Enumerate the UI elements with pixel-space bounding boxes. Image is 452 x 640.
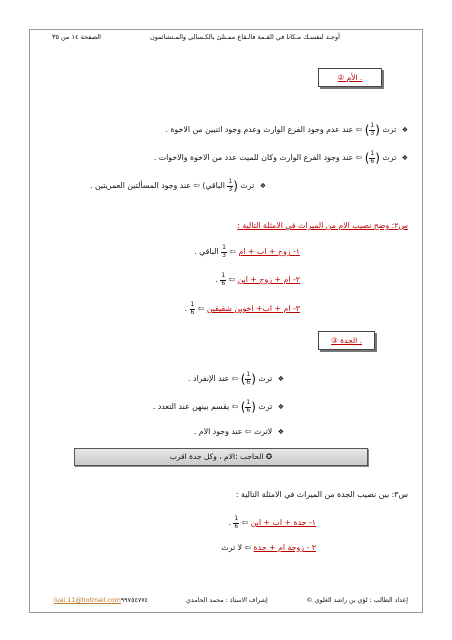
footer-supervisor: إشراف الاستاذ : محمد الحامدي bbox=[186, 597, 268, 604]
example-text: ٣- ام + اب+ اخوين شقيقين bbox=[206, 304, 300, 313]
rule-line: ❖ ترث ( $\frac{1}{3}$ ) ⇦ عند عدم وجود الفرع الوارث وعدم وجود اثنيين من الاخوة . bbox=[165, 122, 408, 137]
header-title: أوجـد لنفسـك مـكانا في القـمة فالـقاع ممـتلئ بالكـسالى والمـتشائمون bbox=[150, 33, 340, 41]
footer-contact bbox=[54, 597, 148, 604]
email-link[interactable]: luai.11@hotmail.com bbox=[54, 597, 121, 604]
fraction: $\frac{1}{6}$ bbox=[234, 515, 239, 530]
example-text: ٢- ام + زوج + ابن bbox=[237, 275, 300, 284]
page-border bbox=[29, 29, 423, 613]
rule-verb: ترث bbox=[382, 125, 397, 134]
example-text: ١- زوج + اب + ام bbox=[238, 247, 300, 256]
fraction: $\frac{1}{6}$ bbox=[246, 399, 251, 414]
footer-author: إعداد الطالب : لؤي بن راشد العلوي © bbox=[306, 597, 408, 604]
example-line: ١- زوج + اب + ام ⇦ $\frac{1}{3}$ الباقي . bbox=[194, 244, 300, 259]
fraction: $\frac{1}{6}$ bbox=[370, 150, 375, 165]
section-title: ② الأم . bbox=[337, 73, 363, 82]
section-box-grandmother bbox=[318, 331, 375, 350]
rule-line: ❖ ترث ( $\frac{1}{3}$ الباقي) ⇦ عند وجود المسألتين العمريتين . bbox=[90, 178, 266, 193]
rule-line: ❖ ترث ( $\frac{1}{6}$ ) ⇦ عند الإنفراد . bbox=[188, 371, 284, 386]
example-line: ٢ - زوجة ام + جدة ⇦ لا ترث bbox=[221, 543, 316, 552]
rule-verb: ترث bbox=[382, 153, 397, 162]
rule-text: ⇦ عند وجود الام . bbox=[193, 427, 252, 436]
rule-text: ⇦ عند وجود الفرع الوارث وكان للميت عدد من الاخوة والاخوات . bbox=[153, 153, 363, 162]
bullet-icon: ❖ bbox=[401, 154, 408, 162]
bullet-icon: ❖ bbox=[277, 375, 284, 383]
bullet-icon: ❖ bbox=[277, 428, 284, 436]
rule-line bbox=[194, 427, 284, 436]
rule-text: ⇦ يقسم بينهن عند التعدد . bbox=[152, 402, 239, 411]
fraction: $\frac{1}{6}$ bbox=[221, 272, 226, 287]
example-text: ١- جدة + اب + ابن bbox=[250, 518, 316, 527]
fraction: $\frac{1}{3}$ bbox=[222, 244, 226, 259]
question-title: س٣: بين نصيب الجدة من الميراث في الامثلة التالية : bbox=[235, 490, 408, 499]
phone-number: ٩٩٧٥٤٧٧٤ bbox=[120, 597, 148, 604]
rule-verb: ترث bbox=[240, 181, 255, 190]
rule-verb: لاترث bbox=[253, 427, 273, 436]
rule-text: الباقي) ⇦ عند وجود المسألتين العمريتين . bbox=[90, 181, 225, 190]
rule-line: ❖ ترث ( $\frac{1}{6}$ ) ⇦ يقسم بينهن عند التعدد . bbox=[152, 399, 284, 414]
bullet-icon: ❖ bbox=[401, 126, 408, 134]
page-number: الصفحة ١٤ من ٣٥ bbox=[52, 33, 101, 41]
blocker-banner bbox=[74, 448, 368, 466]
question-title: س٢: وضح نصيب الام من الميراث في الامثلة التالية : bbox=[237, 221, 408, 230]
bullet-icon: ❖ bbox=[277, 403, 284, 411]
example-line: ١- جدة + اب + ابن ⇦ $\frac{1}{6}$ . bbox=[228, 515, 316, 530]
section-box-mother bbox=[318, 68, 382, 87]
rule-line: ❖ ترث ( $\frac{1}{6}$ ) ⇦ عند وجود الفرع الوارث وكان للميت عدد من الاخوة والاخوات . bbox=[153, 150, 408, 165]
example-text: ٢ - زوجة ام + جدة bbox=[253, 543, 316, 552]
rule-verb: ترث bbox=[258, 374, 273, 383]
bullet-icon: ❖ bbox=[259, 182, 266, 190]
section-title: ③ الجدة . bbox=[331, 336, 362, 345]
fraction: $\frac{1}{6}$ bbox=[246, 371, 251, 386]
fraction: $\frac{1}{3}$ bbox=[370, 122, 375, 137]
rule-text: ⇦ عند عدم وجود الفرع الوارث وعدم وجود اثنيين من الاخوة . bbox=[165, 125, 363, 134]
rule-verb: ترث bbox=[258, 402, 273, 411]
fraction: $\frac{1}{6}$ bbox=[190, 301, 195, 316]
rule-text: ⇦ عند الإنفراد . bbox=[188, 374, 239, 383]
fraction: $\frac{1}{3}$ bbox=[228, 178, 233, 193]
example-line: ٢- ام + زوج + ابن ⇦ $\frac{1}{6}$ . bbox=[215, 272, 300, 287]
blocker-text: ✪ الحاجب :الام ، وكل جدة اقرب bbox=[169, 452, 273, 461]
example-line: ٣- ام + اب+ اخوين شقيقين ⇦ $\frac{1}{6}$ . bbox=[184, 301, 300, 316]
